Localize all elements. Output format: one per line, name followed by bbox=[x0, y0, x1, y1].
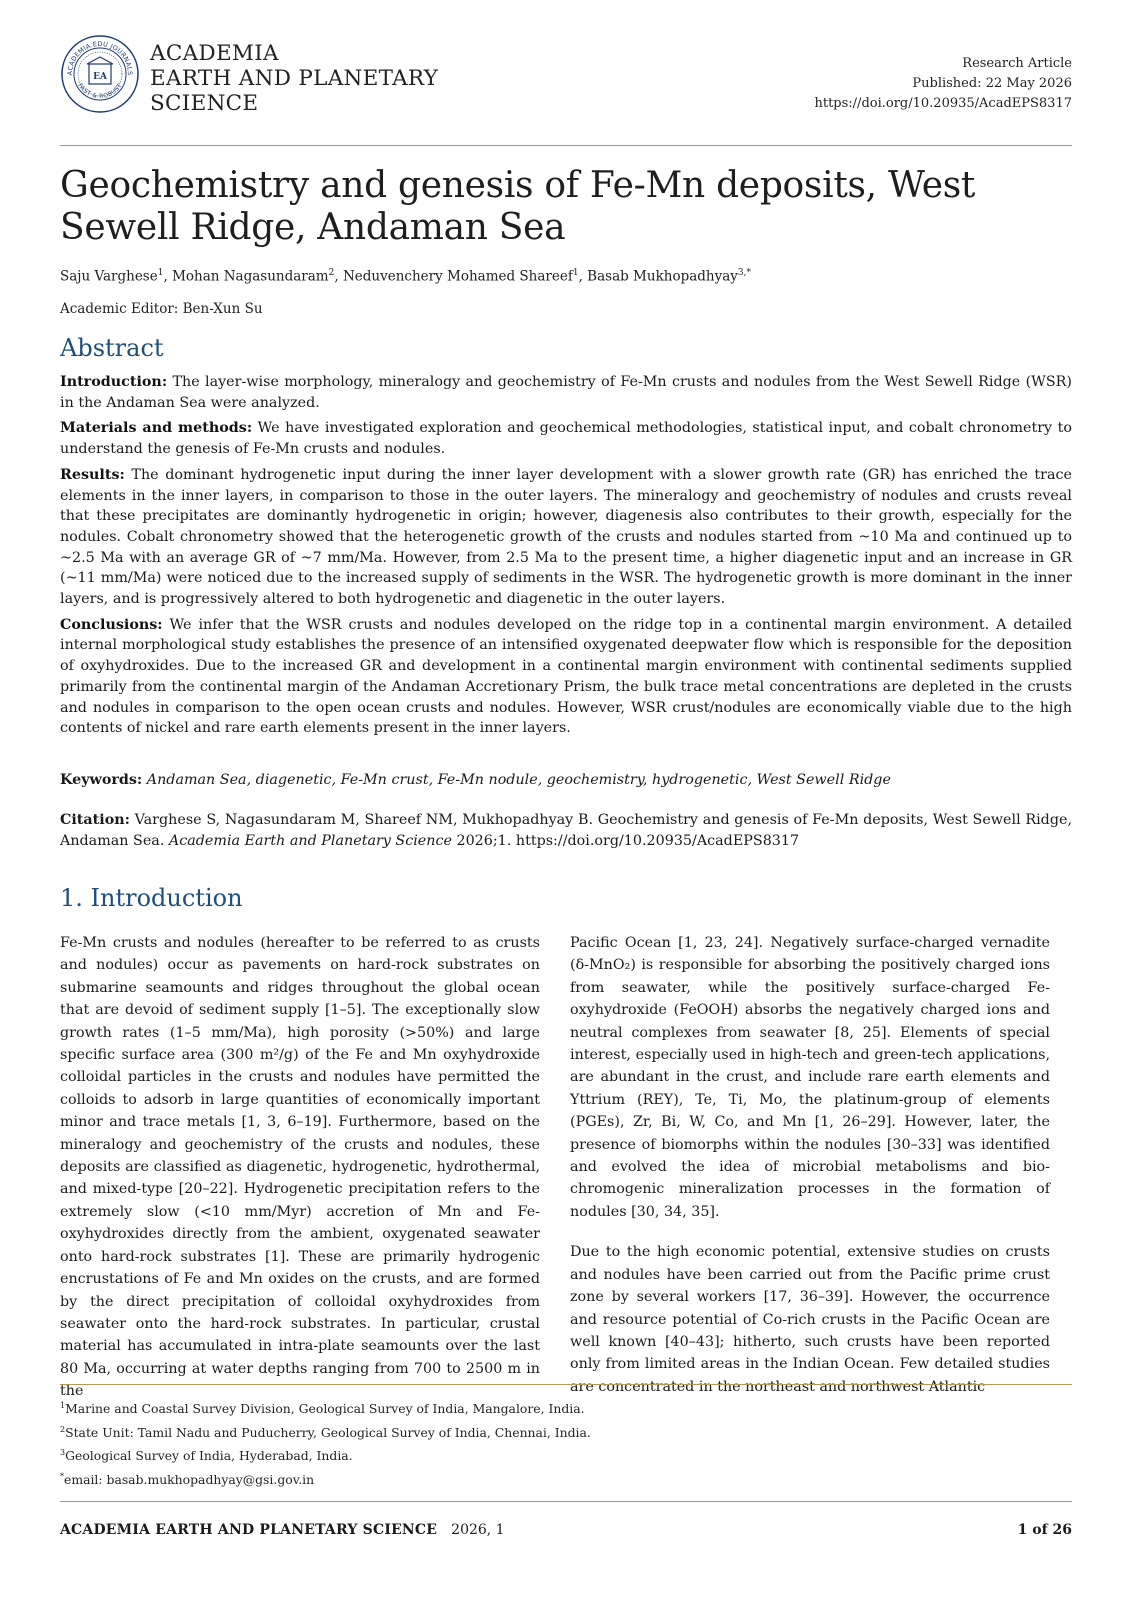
abstract-introduction: Introduction: The layer-wise morphology, mineralogy and geochemistry of Fe-Mn crusts and nodules from the West Sewell Ridge (WSR) in the Andaman Sea were analyzed. bbox=[60, 374, 1072, 411]
footnote bbox=[60, 1420, 1072, 1444]
footer-journal: ACADEMIA EARTH AND PLANETARY SCIENCE bbox=[60, 1522, 438, 1538]
paper-title: Geochemistry and genesis of Fe-Mn deposits, West Sewell Ridge, Andaman Sea bbox=[60, 165, 976, 248]
footnote-mark: 1 bbox=[60, 1401, 66, 1410]
abstract-body bbox=[60, 372, 1072, 744]
footnote-mark: * bbox=[60, 1471, 64, 1481]
footnote bbox=[60, 1396, 1072, 1420]
intro-paragraph: Pacific Ocean [1, 23, 24]. Negatively surface-charged vernadite (δ-MnO₂) is responsible for absorbing the positively charged ions from seawater, while the positively surface-charged Fe-oxyhydroxide (FeOOH) absorbs the negatively charged ions and neutral complexes from seawater [8, 25]. Elements of special interest, especially used in high-tech and green-tech applications, are abundant in the crust, and include rare earth elements and Yttrium (REY), Te, Ti, Mo, the platinum-group of elements (PGEs), Zr, Bi, W, Co, and Mn [1, 26–29]. However, later, the presence of biomorphs within the nodules [30–33] was identified and evolved the idea of microbial metabolisms and bio-chromogenic mineralization processes in the formation of nodules [30, 34, 35]. bbox=[570, 935, 1050, 1220]
footnote-divider bbox=[60, 1384, 1072, 1385]
author-affiliation-mark: 1 bbox=[157, 268, 164, 278]
page-number: 1 of 26 bbox=[1017, 1522, 1072, 1538]
footnote-text: Marine and Coastal Survey Division, Geological Survey of India, Mangalore, India. bbox=[65, 1401, 585, 1417]
article-meta bbox=[814, 54, 1072, 114]
author-name: Basab Mukhopadhyay bbox=[587, 268, 738, 285]
journal-name-line2: EARTH AND PLANETARY bbox=[150, 66, 439, 91]
journal-name-line3: SCIENCE bbox=[150, 91, 259, 116]
author-affiliation-mark: 2 bbox=[328, 268, 335, 278]
author-name: Saju Varghese bbox=[60, 268, 158, 285]
abstract-results: Results: The dominant hydrogenetic input during the inner layer development with a slower growth rate (GR) has enriched the trace elements in the inner layers, in comparison to those in the outer layers. The mineralogy and geochemistry of nodules and crusts reveal that these precipitates are dominantly hydrogenetic in origin; however, diagenesis also contributes to their growth, especially for the nodules. Cobalt chronometry showed that the heterogenetic growth of the crusts and nodules started from ~10 Ma and continued up to ~2.5 Ma with an average GR of ~7 mm/Ma. However, from 2.5 Ma to the present time, a higher diagenetic input and an increase in GR (~11 mm/Ma) were noticed due to the increased supply of sediments in the WSR. The hydrogenetic growth is more dominant in the inner layers, and is progressively altered to both hydrogenetic and diagenetic in the outer layers. bbox=[60, 466, 1073, 608]
abstract-conclusions: Conclusions: We infer that the WSR crusts and nodules developed on the ridge top in a continental margin environment. A detailed internal morphological study establishes the presence of an intensified oxygenated deepwater flow which is responsible for the deposition of oxyhydroxides. Due to the increased GR and development in a continental margin environment with continental sediments supplied primarily from the continental margin of the Andaman Accretionary Prism, the bulk trace metal concentrations are depleted in the crusts and nodules in comparison to the open ocean crusts and nodules. However, WSR crust/nodules are economically viable due to the high contents of nickel and rare earth elements present in the inner layers. bbox=[60, 616, 1073, 737]
footer-year-issue: 2026, 1 bbox=[451, 1522, 505, 1538]
footnote bbox=[60, 1443, 1072, 1467]
author-name: Neduvenchery Mohamed Shareef bbox=[342, 268, 573, 285]
author-name: Mohan Nagasundaram bbox=[172, 268, 329, 285]
footnote-mark: 3 bbox=[60, 1448, 66, 1458]
article-doi-link[interactable]: https://doi.org/10.20935/AcadEPS8317 bbox=[814, 96, 1072, 111]
author-affiliation-mark: 1 bbox=[572, 268, 579, 278]
intro-paragraph: Fe-Mn crusts and nodules (hereafter to be referred to as crusts and nodules) occur as pavements on hard-rock substrates on submarine seamounts and ridges throughout the global ocean that are devoid of sediment supply [1–5]. The exceptionally slow growth rates (1–5 mm/Ma), high porosity (>50%) and large specific surface area (300 m²/g) of the Fe and Mn oxyhydroxide colloidal particles in the crusts and nodules have permitted the colloids to adsorb in large quantities of economically important minor and trace metals [1, 3, 6–19]. Furthermore, based on the mineralogy and geochemistry of the crusts and nodules, these deposits are classified as diagenetic, hydrogenetic, hydrothermal, and mixed-type [20–22]. Hydrogenetic precipitation refers to the extremely slow (<10 mm/Myr) accretion of Mn and Fe-oxyhydroxides directly from the ambient, oxygenated seawater onto hard-rock substrates [1]. These are primarily hydrogenic encrustations of Fe and Mn oxides on the crusts, and are formed by the direct precipitation of colloidal oxyhydroxides from seawater onto the hard-rock substrates. In particular, crustal material has accumulated in intra-plate seamounts over the last 80 Ma, occurring at water depths ranging from 700 to 2500 m in the bbox=[60, 935, 540, 1400]
journal-header bbox=[60, 34, 1072, 134]
abstract-heading: Abstract bbox=[60, 334, 164, 362]
article-type: Research Article bbox=[962, 56, 1072, 71]
footnote bbox=[60, 1467, 1072, 1491]
footnote-mark: 2 bbox=[60, 1424, 66, 1434]
journal-logo-icon bbox=[60, 34, 140, 114]
header-divider bbox=[60, 145, 1072, 146]
footer-divider bbox=[60, 1501, 1072, 1502]
footnote-text[interactable]: email: basab.mukhopadhyay@gsi.gov.in bbox=[64, 1472, 315, 1487]
academic-editor: Academic Editor: Ben-Xun Su bbox=[60, 301, 263, 317]
keywords-label: Keywords: bbox=[60, 772, 143, 788]
footnotes bbox=[60, 1396, 1072, 1491]
intro-left-column bbox=[60, 932, 540, 1421]
citation-journal: Academia Earth and Planetary Science bbox=[168, 833, 452, 849]
intro-right-column bbox=[570, 932, 1050, 1416]
footnote-text: Geological Survey of India, Hyderabad, India. bbox=[65, 1448, 353, 1464]
journal-name-line1: ACADEMIA bbox=[150, 41, 279, 66]
abstract-methods: Materials and methods: We have investigated exploration and geochemical methodologies, statistical input, and cobalt chronometry to understand the genesis of Fe-Mn crusts and nodules. bbox=[60, 420, 1072, 458]
introduction-heading: 1. Introduction bbox=[60, 884, 243, 912]
journal-name bbox=[150, 41, 438, 116]
citation bbox=[60, 810, 1072, 852]
publish-date: Published: 22 May 2026 bbox=[912, 76, 1072, 91]
keywords bbox=[60, 770, 1072, 791]
author-affiliation-mark: 3,* bbox=[737, 268, 751, 278]
citation-label: Citation: bbox=[60, 812, 130, 828]
logo-monogram: EA bbox=[93, 72, 107, 82]
logo-text-bottom: FAST & ROBUST bbox=[76, 82, 124, 101]
citation-doi: 2026;1. https://doi.org/10.20935/AcadEPS8317 bbox=[456, 833, 800, 849]
author-list: Saju Varghese$^1$, Mohan Nagasundaram$^2$, Neduvenchery Mohamed Shareef$^1$, Basab Mukhopadhyay$^{3,*}$ bbox=[60, 268, 751, 285]
citation-text: Varghese S, Nagasundaram M, Shareef NM, Mukhopadhyay B. Geochemistry and genesis of Fe-Mn deposits, West Sewell Ridge, Andaman Sea. bbox=[60, 812, 1072, 849]
svg-text:FAST & ROBUST bbox=[76, 82, 123, 100]
intro-paragraph: Due to the high economic potential, extensive studies on crusts and nodules have been carried out from the Pacific prime crust zone by several workers [17, 36–39]. However, the occurrence and resource potential of Co-rich crusts in the Pacific Ocean are well known [40–43]; hitherto, such crusts have been reported only from limited areas in the Indian Ocean. Few detailed studies are concentrated in the northeast and northwest Atlantic bbox=[570, 1244, 1050, 1395]
footnote-text: State Unit: Tamil Nadu and Puducherry, Geological Survey of India, Chennai, India. bbox=[65, 1424, 591, 1440]
keywords-text: Andaman Sea, diagenetic, Fe-Mn crust, Fe-Mn nodule, geochemistry, hydrogenetic, West Sewell Ridge bbox=[146, 772, 891, 788]
logo-text-top: ACADEMIA.EDU JOURNALS bbox=[65, 39, 135, 76]
